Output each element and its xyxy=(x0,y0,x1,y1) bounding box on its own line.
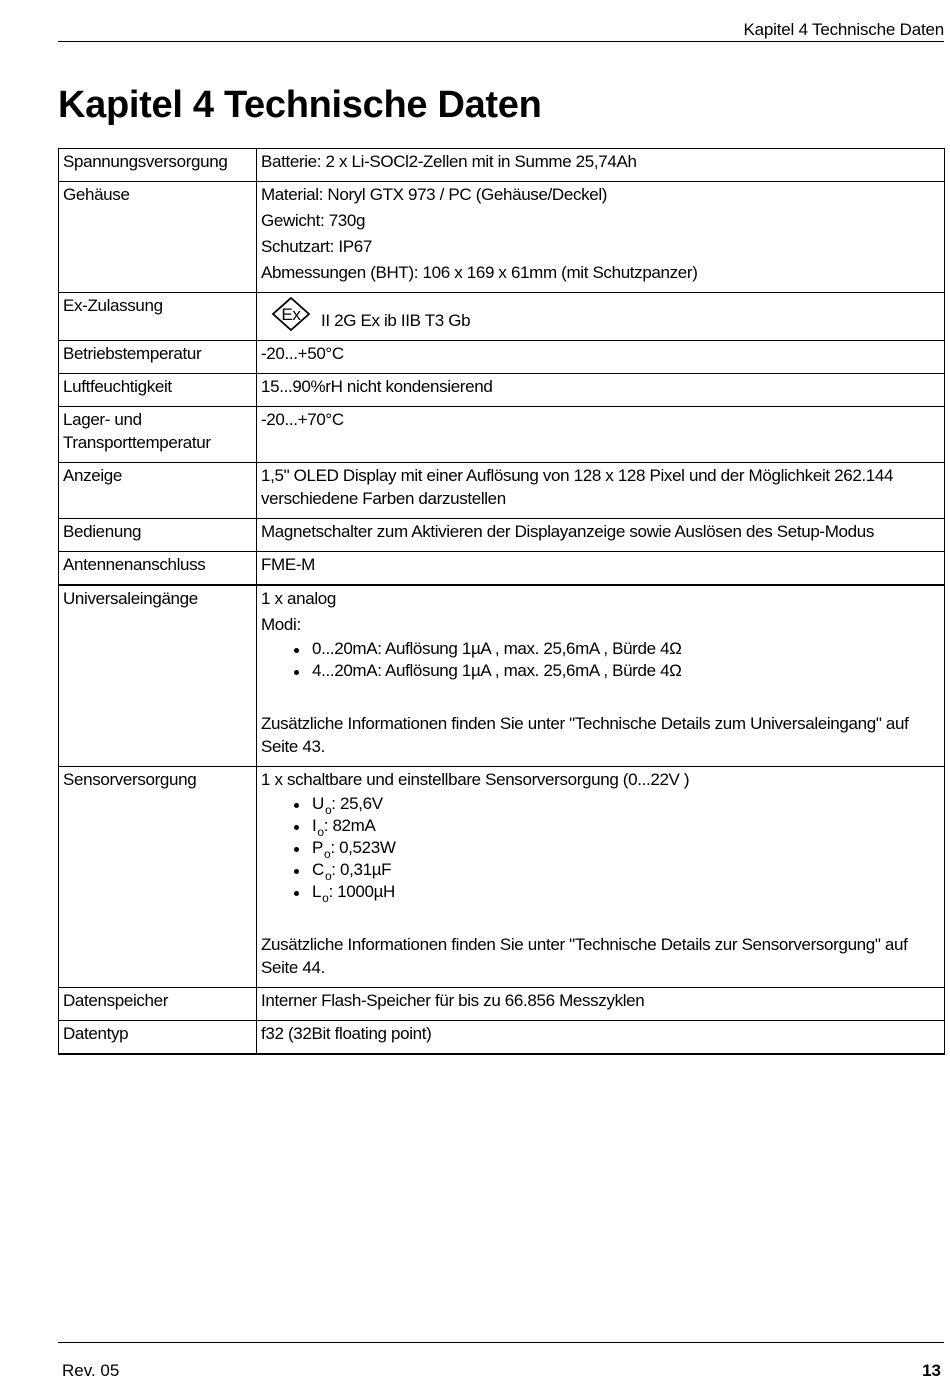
value-line: Gewicht: 730g xyxy=(261,211,366,230)
table-row xyxy=(59,519,945,552)
list-item xyxy=(312,793,940,815)
value-line: Modi: xyxy=(261,615,301,634)
param-subscript: o xyxy=(322,891,329,905)
table-row xyxy=(59,988,945,1021)
param-value: : 82mA xyxy=(323,816,376,835)
revision-label: Rev. 05 xyxy=(62,1361,120,1380)
param-symbol: U xyxy=(312,794,324,813)
value-line: 1 x schaltbare und einstellbare Sensorversorgung (0...22V ) xyxy=(261,770,690,789)
list-item xyxy=(312,859,940,881)
label-line: Lager- und xyxy=(63,410,142,429)
row-value: -20...+70°C xyxy=(257,407,945,463)
list-item: 0...20mA: Auflösung 1µA , max. 25,6mA , Bürde 4Ω xyxy=(312,638,940,660)
param-subscript: o xyxy=(324,869,332,883)
running-header: Kapitel 4 Technische Daten xyxy=(743,20,944,39)
spec-table xyxy=(58,148,945,1055)
row-label: Luftfeuchtigkeit xyxy=(59,374,257,407)
row-value: FME-M xyxy=(257,552,945,586)
row-value xyxy=(257,585,945,767)
ex-marking: II 2G Ex ib IIB T3 Gb xyxy=(321,311,471,330)
param-symbol: L xyxy=(312,882,322,901)
row-label: Spannungsversorgung xyxy=(59,149,257,182)
row-label: Betriebstemperatur xyxy=(59,341,257,374)
row-label: Antennenanschluss xyxy=(59,552,257,586)
info-note: Zusätzliche Informationen finden Sie unter "Technische Details zum Universaleingang" auf Seite 43. xyxy=(261,714,909,756)
value-line: Abmessungen (BHT): 106 x 169 x 61mm (mit Schutzpanzer) xyxy=(261,263,698,282)
table-row xyxy=(59,552,945,586)
param-subscript: o xyxy=(317,825,324,839)
ex-atex-icon xyxy=(271,296,311,332)
header-rule xyxy=(58,41,944,42)
param-symbol: P xyxy=(312,838,323,857)
row-label: Datenspeicher xyxy=(59,988,257,1021)
list-item xyxy=(312,837,940,859)
row-label: Anzeige xyxy=(59,463,257,519)
row-value: -20...+50°C xyxy=(257,341,945,374)
row-value: 15...90%rH nicht kondensierend xyxy=(257,374,945,407)
table-row xyxy=(59,374,945,407)
sensor-params-list xyxy=(261,793,940,903)
value-line: 1 x analog xyxy=(261,589,336,608)
list-item: 4...20mA: Auflösung 1µA , max. 25,6mA , Bürde 4Ω xyxy=(312,660,940,682)
row-value: Magnetschalter zum Aktivieren der Displayanzeige sowie Auslösen des Setup-Modus xyxy=(257,519,945,552)
modes-list xyxy=(261,638,940,682)
row-label: Bedienung xyxy=(59,519,257,552)
row-value xyxy=(257,293,945,341)
row-label: Datentyp xyxy=(59,1021,257,1055)
table-row xyxy=(59,182,945,293)
label-line: Transporttemperatur xyxy=(63,433,211,452)
row-value xyxy=(257,767,945,988)
value-line: Schutzart: IP67 xyxy=(261,237,372,256)
table-row xyxy=(59,585,945,767)
param-value: : 25,6V xyxy=(331,794,383,813)
footer-rule xyxy=(58,1342,944,1343)
row-label: Ex-Zulassung xyxy=(59,293,257,341)
list-item xyxy=(312,881,940,903)
row-value: f32 (32Bit floating point) xyxy=(257,1021,945,1055)
row-label: Gehäuse xyxy=(59,182,257,293)
param-subscript: o xyxy=(324,803,332,817)
table-row xyxy=(59,463,945,519)
param-value: : 0,523W xyxy=(330,838,396,857)
param-symbol: C xyxy=(312,860,324,879)
page-number: 13 xyxy=(922,1361,941,1380)
table-row xyxy=(59,407,945,463)
value-line: Material: Noryl GTX 973 / PC (Gehäuse/Deckel) xyxy=(261,185,608,204)
info-note: Zusätzliche Informationen finden Sie unter "Technische Details zur Sensorversorgung" auf Seite 44. xyxy=(261,935,908,977)
table-row xyxy=(59,1021,945,1055)
row-value: Interner Flash-Speicher für bis zu 66.856 Messzyklen xyxy=(257,988,945,1021)
table-row xyxy=(59,767,945,988)
row-label: Sensorversorgung xyxy=(59,767,257,988)
table-row xyxy=(59,293,945,341)
row-label xyxy=(59,407,257,463)
row-value: 1,5" OLED Display mit einer Auflösung von 128 x 128 Pixel und der Möglichkeit 262.144 verschiedene Farben darzustellen xyxy=(257,463,945,519)
table-row xyxy=(59,149,945,182)
list-item xyxy=(312,815,940,837)
ex-symbol-text: Ex xyxy=(281,305,301,324)
row-label: Universaleingänge xyxy=(59,585,257,767)
table-row xyxy=(59,341,945,374)
row-value: Batterie: 2 x Li-SOCl2-Zellen mit in Summe 25,74Ah xyxy=(257,149,945,182)
param-subscript: o xyxy=(324,847,331,861)
param-value: : 0,31µF xyxy=(331,860,392,879)
param-symbol: I xyxy=(312,816,317,835)
page-title: Kapitel 4 Technische Daten xyxy=(58,84,542,126)
param-value: : 1000µH xyxy=(328,882,395,901)
row-value xyxy=(257,182,945,293)
